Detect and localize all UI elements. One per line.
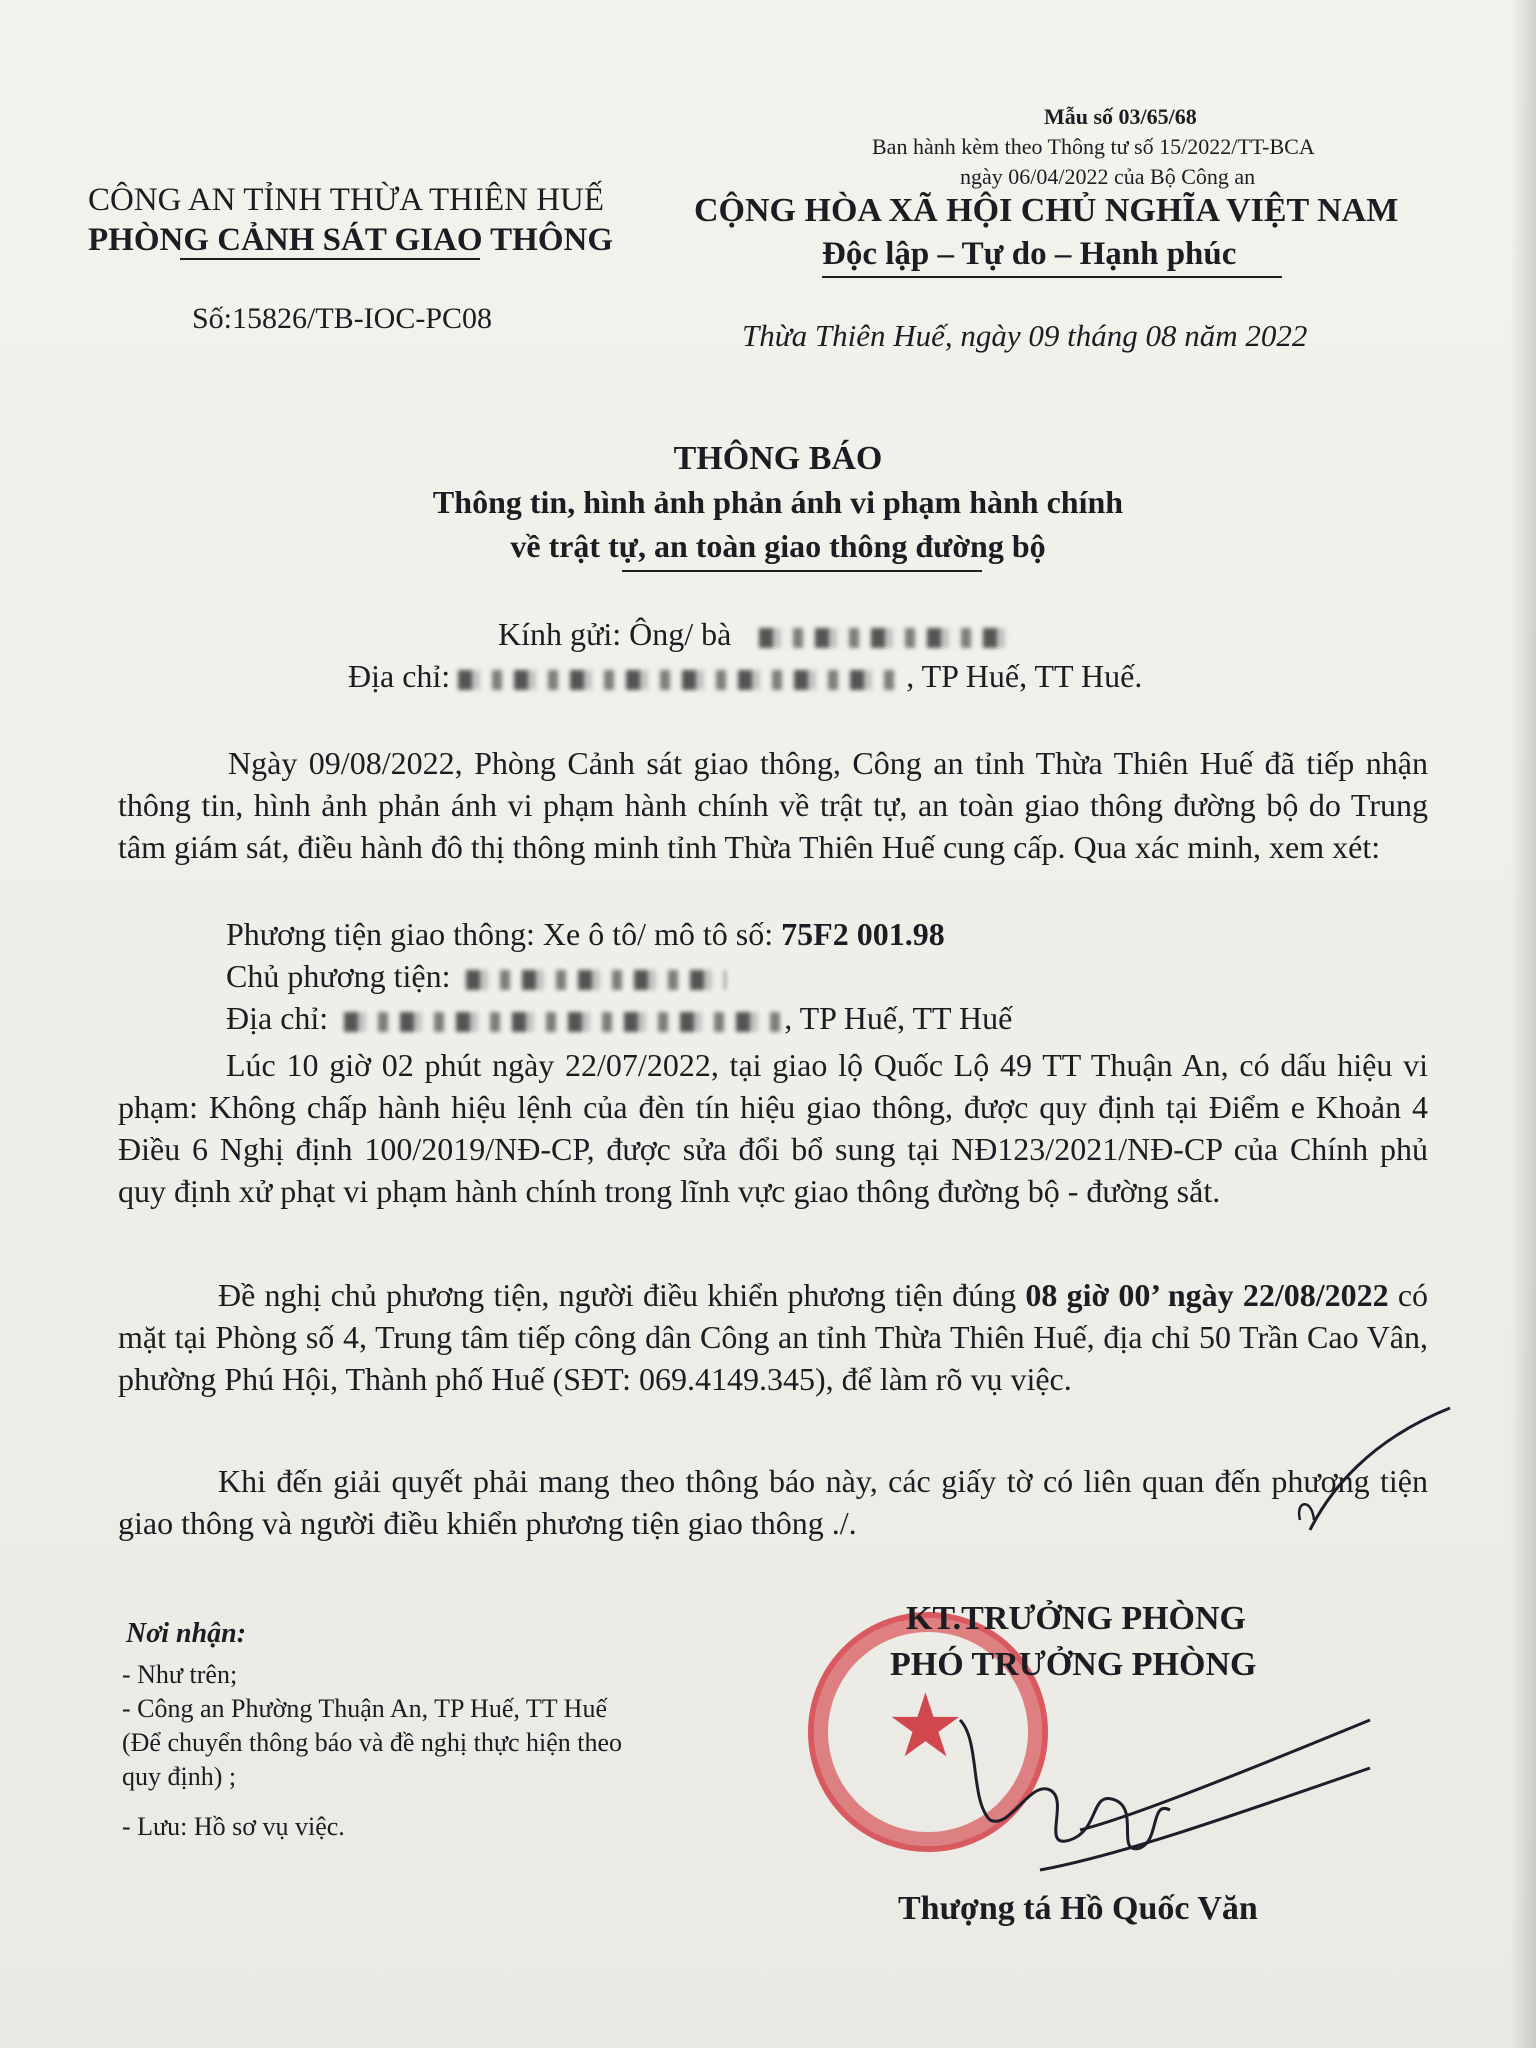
redacted-name (759, 628, 1009, 648)
signature-title-1: KT.TRƯỞNG PHÒNG (906, 1600, 1246, 1637)
body-paragraph-1 (118, 742, 1428, 868)
notice-subtitle-2: về trật tự, an toàn giao thông đường bộ (510, 528, 1046, 564)
appointment-time: 08 giờ 00’ ngày 22/08/2022 (1025, 1277, 1389, 1313)
owner-address-suffix: , TP Huế, TT Huế (784, 1000, 1013, 1036)
vehicle-line (226, 916, 945, 953)
initial-mark (1200, 1400, 1460, 1540)
redacted-owner-address (344, 1012, 784, 1032)
national-motto: Độc lập – Tự do – Hạnh phúc (822, 236, 1237, 272)
owner-label: Chủ phương tiện: (226, 958, 451, 994)
body-paragraph-2 (118, 1044, 1428, 1212)
form-code: Mẫu số 03/65/68 (1044, 104, 1197, 129)
paragraph-1-text: Ngày 09/08/2022, Phòng Cảnh sát giao thông, Công an tỉnh Thừa Thiên Huế đã tiếp nhận thông tin, hình ảnh phản ánh vi phạm hành chính về trật tự, an toàn giao thông đường bộ do Trung tâm giám sát, điều hành đô thị thông minh tỉnh Thừa Thiên Huế cung cấp. Qua xác minh, xem xét: (118, 745, 1428, 865)
notice-title: THÔNG BÁO (673, 440, 883, 477)
agency-name: CÔNG AN TỈNH THỪA THIÊN HUẾ (88, 182, 605, 218)
subtitle-underline (622, 570, 982, 572)
recipient-line (498, 616, 1009, 653)
paper-edge-shadow (1510, 0, 1536, 2048)
signer-name: Thượng tá Hồ Quốc Văn (898, 1890, 1258, 1927)
owner-address-line (226, 1000, 1012, 1037)
department-name: PHÒNG CẢNH SÁT GIAO THÔNG (88, 222, 614, 258)
recipient-item-5: - Lưu: Hồ sơ vụ việc. (122, 1812, 345, 1841)
recipients-heading: Nơi nhận: (126, 1618, 247, 1649)
recipient-item-1: - Như trên; (122, 1660, 238, 1689)
document-number: Số:15826/TB-IOC-PC08 (192, 302, 493, 335)
body-paragraph-3 (118, 1274, 1428, 1400)
star-icon: ★ (886, 1674, 965, 1777)
nation-name: CỘNG HÒA XÃ HỘI CHỦ NGHĨA VIỆT NAM (694, 192, 1399, 229)
recipient-item-4: quy định) ; (122, 1762, 237, 1791)
form-issued-line1: Ban hành kèm theo Thông tư số 15/2022/TT-BCA (872, 134, 1315, 159)
recipient-item-2: - Công an Phường Thuận An, TP Huế, TT Huế (122, 1694, 607, 1723)
department-underline (180, 258, 480, 260)
recipient-salutation: Kính gửi: Ông/ bà (498, 616, 732, 652)
recipient-address-suffix: , TP Huế, TT Huế. (906, 658, 1143, 694)
redacted-owner (466, 970, 726, 990)
paragraph-3-end: có mặt tại Phòng số 4, Trung tâm tiếp công dân Công an tỉnh Thừa Thiên Huế, địa chỉ 50 Trần Cao Vân, phường Phú Hội, Thành phố Huế (SĐT: 069.4149.345), để làm rõ vụ việc. (118, 1277, 1429, 1397)
vehicle-label: Phương tiện giao thông: Xe ô tô/ mô tô số: (226, 916, 782, 952)
paragraph-2-text: Lúc 10 giờ 02 phút ngày 22/07/2022, tại giao lộ Quốc Lộ 49 TT Thuận An, có dấu hiệu vi phạm: Không chấp hành hiệu lệnh của đèn tín hiệu giao thông, được quy định tại Điểm e Khoản 4 Điều 6 Nghị định 100/2019/NĐ-CP, được sửa đổi bổ sung tại NĐ123/2021/NĐ-CP của Chính phủ quy định xử phạt vi phạm hành chính trong lĩnh vực giao thông đường bộ - đường sắt. (118, 1047, 1428, 1209)
recipient-address-label: Địa chỉ: (348, 658, 451, 694)
vehicle-plate: 75F2 001.98 (781, 916, 945, 952)
notice-subtitle-1: Thông tin, hình ảnh phản ánh vi phạm hành chính (432, 484, 1124, 520)
handwritten-signature (900, 1680, 1380, 1880)
owner-address-label: Địa chỉ: (226, 1000, 329, 1036)
paragraph-3-start: Đề nghị chủ phương tiện, người điều khiển phương tiện đúng (218, 1277, 1026, 1313)
motto-underline (822, 276, 1282, 278)
recipient-item-3: (Để chuyển thông báo và đề nghị thực hiện theo (122, 1728, 623, 1757)
place-date: Thừa Thiên Huế, ngày 09 tháng 08 năm 2022 (742, 318, 1308, 353)
recipient-address-line (348, 658, 1142, 695)
form-issued-line2: ngày 06/04/2022 của Bộ Công an (960, 164, 1256, 189)
paragraph-4-text: Khi đến giải quyết phải mang theo thông báo này, các giấy tờ có liên quan đến phương tiện giao thông và người điều khiển phương tiện giao thông ./. (118, 1463, 1428, 1541)
redacted-address (458, 670, 898, 690)
signature-title-2: PHÓ TRƯỞNG PHÒNG (890, 1646, 1257, 1683)
owner-line (226, 958, 726, 995)
